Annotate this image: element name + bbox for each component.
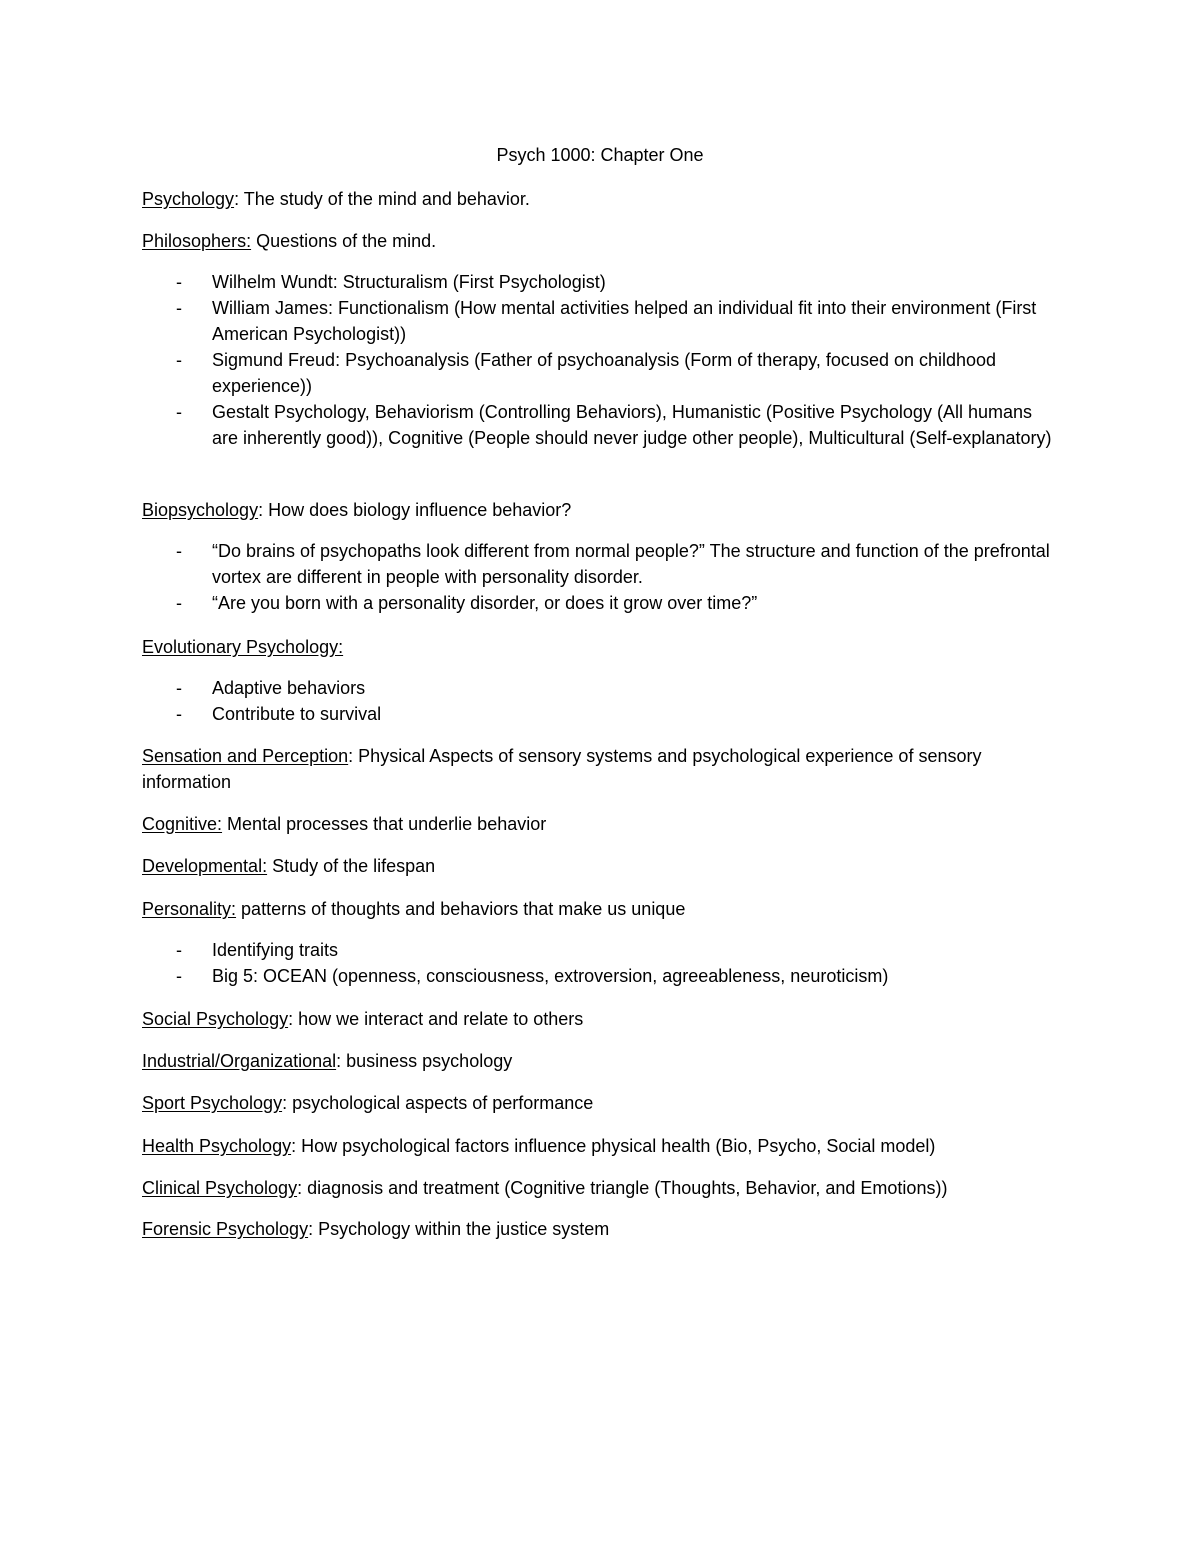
term-sport-psychology: Sport Psychology [142,1093,283,1113]
definition-text: business psychology [341,1051,513,1071]
term-forensic-psychology: Forensic Psychology [142,1219,309,1239]
list-item: - Adaptive behaviors [176,678,366,698]
definition-text: psychological aspects of performance [287,1093,594,1113]
term-sensation-perception: Sensation and Perception [142,746,349,766]
term-social-psychology: Social Psychology [142,1009,289,1029]
definition-sensation-perception: Sensation and Perception: Physical Aspects of sensory systems and psychological experience of sensory information [142,746,982,792]
term-psychology: Psychology [142,189,235,209]
personality-list [142,937,1062,989]
definition-forensic-psychology: Forensic Psychology: Psychology within the justice system [142,1219,610,1239]
definition-industrial-organizational: Industrial/Organizational: business psychology [142,1051,513,1071]
definition-psychology: Psychology: The study of the mind and behavior. [142,189,530,209]
list-item: - Contribute to survival [176,704,382,724]
definition-social-psychology: Social Psychology: how we interact and relate to others [142,1009,584,1029]
term-personality: Personality: [142,899,237,919]
list-item: - “Do brains of psychopaths look different from normal people?” The structure and function of the prefrontal vortex are different in people with personality disorder. [176,541,1050,587]
term-cognitive: Cognitive: [142,814,223,834]
definition-text: How psychological factors influence physical health (Bio, Psycho, Social model) [296,1136,936,1156]
term-evolutionary-psychology: Evolutionary Psychology: [142,637,344,657]
definition-text: Questions of the mind. [251,231,437,251]
list-item: - “Are you born with a personality disorder, or does it grow over time?” [176,593,758,613]
list-item: - Sigmund Freud: Psychoanalysis (Father of psychoanalysis (Form of therapy, focused on childhood experience)) [176,350,997,396]
definition-text: How does biology influence behavior? [263,500,572,520]
definition-clinical-psychology: Clinical Psychology: diagnosis and treatment (Cognitive triangle (Thoughts, Behavior, and Emotions)) [142,1178,948,1198]
definition-text: Psychology within the justice system [313,1219,610,1239]
term-philosophers: Philosophers: [142,231,252,251]
list-item: - Gestalt Psychology, Behaviorism (Controlling Behaviors), Humanistic (Positive Psychology (All humans are inherently good)), Cognitive (People should never judge other people), Multicultural (Self-explanatory) [176,402,1052,448]
term-biopsychology: Biopsychology [142,500,259,520]
list-item: - William James: Functionalism (How mental activities helped an individual fit into their environment (First American Psychologist)) [176,298,1037,344]
list-item: - Wilhelm Wundt: Structuralism (First Psychologist) [176,272,606,292]
definition-biopsychology: Biopsychology: How does biology influence behavior? [142,500,572,520]
philosophers-list [142,269,1062,451]
term-industrial-organizational: Industrial/Organizational [142,1051,337,1071]
definition-text: diagnosis and treatment (Cognitive triangle (Thoughts, Behavior, and Emotions)) [302,1178,948,1198]
definition-sport-psychology: Sport Psychology: psychological aspects of performance [142,1093,594,1113]
list-item: - Big 5: OCEAN (openness, consciousness, extroversion, agreeableness, neuroticism) [176,966,889,986]
definition-health-psychology: Health Psychology: How psychological factors influence physical health (Bio, Psycho, Social model) [142,1136,936,1156]
definition-text: patterns of thoughts and behaviors that make us unique [236,899,686,919]
definition-text: The study of the mind and behavior. [239,189,530,209]
definition-evolutionary [142,634,1062,660]
definition-cognitive [142,811,1062,837]
definition-text: how we interact and relate to others [293,1009,584,1029]
term-clinical-psychology: Clinical Psychology [142,1178,298,1198]
document-title: Psych 1000: Chapter One [496,145,704,165]
evolutionary-list [142,675,1062,727]
definition-text: Mental processes that underlie behavior [222,814,547,834]
definition-personality [142,896,1062,922]
definition-text: Study of the lifespan [267,856,436,876]
definition-text: Physical Aspects of sensory systems and psychological experience of sensory information [142,746,982,792]
term-developmental: Developmental: [142,856,268,876]
biopsychology-list [142,538,1062,616]
definition-developmental [142,853,1062,879]
definition-philosophers [142,228,1062,254]
list-item: - Identifying traits [176,940,339,960]
term-health-psychology: Health Psychology [142,1136,292,1156]
